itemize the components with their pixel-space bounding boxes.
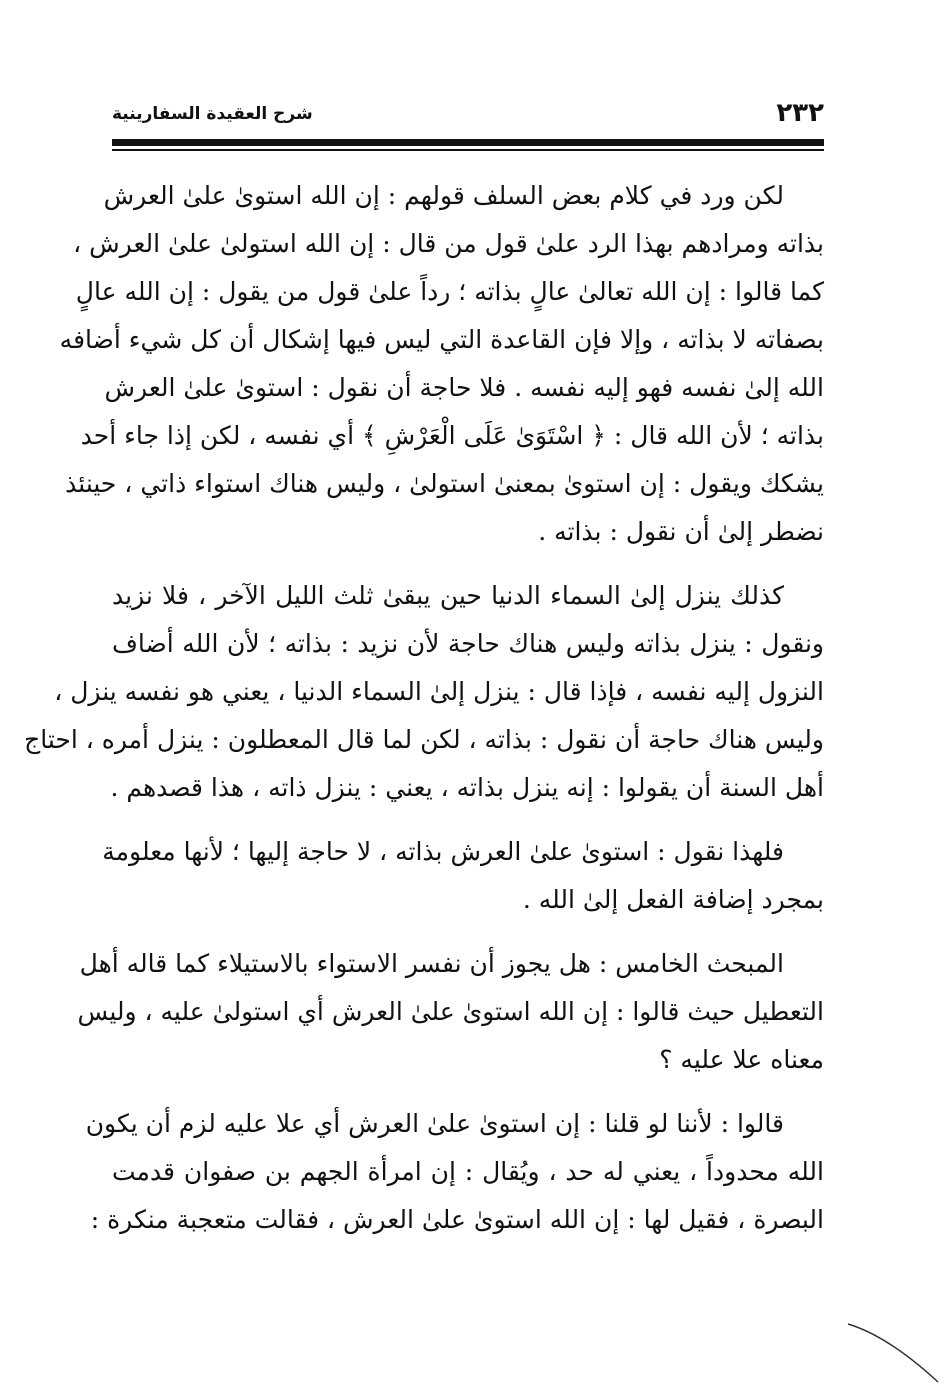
text-line: بصفاته لا بذاته ، وإلا فإن القاعدة التي ليس فيها إشكال أن كل شيء أضافه [59, 325, 824, 354]
text-line: بمجرد إضافة الفعل إلىٰ الله . [522, 885, 824, 914]
text-line: ونقول : ينزل بذاته وليس هناك حاجة لأن نزيد : بذاته ؛ لأن الله أضاف [112, 629, 824, 658]
paragraph-4 [77, 940, 824, 1084]
paragraph-2 [24, 572, 824, 812]
text-line: النزول إليه نفسه ، فإذا قال : ينزل إلىٰ السماء الدنيا ، يعني هو نفسه ينزل ، [54, 677, 824, 706]
page-corner-fold-mark [848, 1320, 944, 1384]
running-header [112, 96, 824, 136]
header-rule-thick [112, 139, 824, 146]
text-line: فلهذا نقول : استوىٰ علىٰ العرش بذاته ، لا حاجة إليها ؛ لأنها معلومة [102, 837, 784, 866]
text-line: لكن ورد في كلام بعض السلف قولهم : إن الله استوىٰ علىٰ العرش [103, 181, 784, 210]
text-line: قالوا : لأننا لو قلنا : إن استوىٰ علىٰ العرش أي علا عليه لزم أن يكون [85, 1109, 784, 1138]
text-line: كما قالوا : إن الله تعالىٰ عالٍ بذاته ؛ رداً علىٰ قول من يقول : إن الله عالٍ [75, 277, 824, 306]
text-line: يشكك ويقول : إن استوىٰ بمعنىٰ استولىٰ ، وليس هناك استواء ذاتي ، حينئذ [65, 469, 824, 498]
header-rule-thin [112, 149, 824, 151]
paragraph-3 [102, 828, 824, 924]
text-line: المبحث الخامس : هل يجوز أن نفسر الاستواء بالاستيلاء كما قاله أهل [79, 949, 784, 978]
text-line: بذاته ؛ لأن الله قال : ﴿ اسْتَوَىٰ عَلَى الْعَرْشِ ﴾ أي نفسه ، لكن إذا جاء أحد [80, 421, 824, 450]
text-line: نضطر إلىٰ أن نقول : بذاته . [538, 517, 824, 546]
body-text [24, 172, 824, 1260]
text-line: التعطيل حيث قالوا : إن الله استوىٰ علىٰ العرش أي استولىٰ عليه ، وليس [77, 997, 824, 1026]
text-line: الله محدوداً ، يعني له حد ، ويُقال : إن امرأة الجهم بن صفوان قدمت [112, 1157, 824, 1186]
text-line: البصرة ، فقيل لها : إن الله استوىٰ علىٰ العرش ، فقالت متعجبة منكرة : [90, 1205, 824, 1234]
text-line: الله إلىٰ نفسه فهو إليه نفسه . فلا حاجة أن نقول : استوىٰ علىٰ العرش [104, 373, 824, 402]
paragraph-5 [85, 1100, 824, 1244]
text-line: كذلك ينزل إلىٰ السماء الدنيا حين يبقىٰ ثلث الليل الآخر ، فلا نزيد [112, 581, 784, 610]
text-line: وليس هناك حاجة أن نقول : بذاته ، لكن لما قال المعطلون : ينزل أمره ، احتاج [24, 725, 824, 754]
text-line: أهل السنة أن يقولوا : إنه ينزل بذاته ، يعني : ينزل ذاته ، هذا قصدهم . [110, 773, 824, 802]
book-title: شرح العقيدة السفارينية [112, 104, 313, 124]
page-number: ٢٣٢ [776, 98, 824, 128]
paragraph-1 [59, 172, 824, 556]
text-line: بذاته ومرادهم بهذا الرد علىٰ قول من قال : إن الله استولىٰ علىٰ العرش ، [73, 229, 824, 258]
text-line: معناه علا عليه ؟ [659, 1045, 824, 1074]
